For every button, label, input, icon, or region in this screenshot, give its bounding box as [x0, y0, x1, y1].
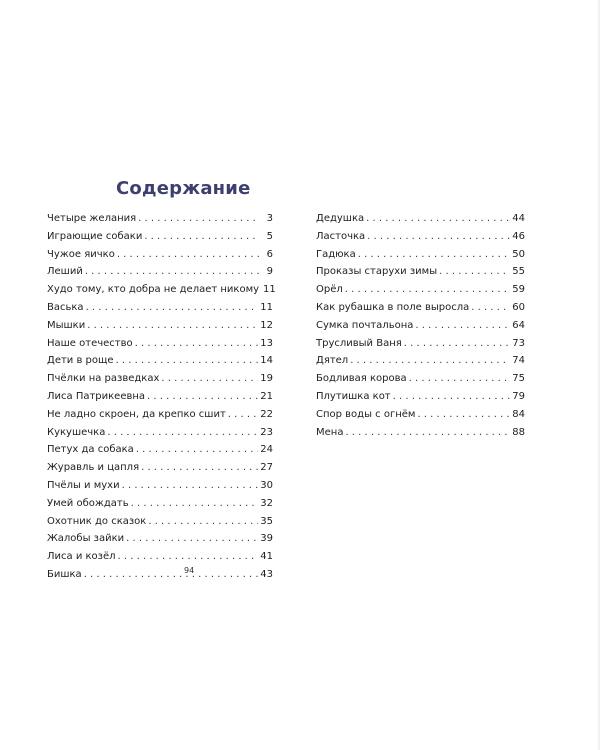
toc-entry-page: 9	[266, 266, 273, 278]
toc-entry-page: 12	[260, 319, 273, 331]
toc-entry-page: 19	[260, 373, 273, 385]
toc-entry	[47, 424, 273, 442]
toc-entry-page: 23	[260, 426, 273, 438]
toc-entry-page: 73	[512, 337, 525, 349]
toc-entry	[316, 210, 525, 228]
toc-entry-page: 44	[512, 213, 525, 224]
toc-entry-title: Гадюка	[316, 248, 356, 260]
toc-entry-page: 14	[260, 355, 273, 367]
toc-entry-title: Мена	[316, 426, 344, 438]
toc-entry-title: Лиса и козёл	[47, 551, 116, 563]
toc-entry-title: Сумка почтальона	[316, 319, 414, 331]
toc-entry	[47, 228, 273, 246]
toc-entry-title: Мышки	[47, 319, 86, 331]
dot-leader	[86, 299, 259, 317]
toc-entry-page: 55	[512, 266, 525, 278]
toc-entry-title: Плутишка кот	[316, 390, 391, 402]
dot-leader	[409, 370, 511, 388]
dot-leader	[350, 352, 510, 370]
dot-leader	[116, 352, 259, 370]
toc-entry	[47, 495, 273, 513]
toc-entry-title: Играющие собаки	[47, 230, 143, 242]
toc-entry-title: Дети в роще	[47, 355, 114, 367]
toc-entry-page: 22	[260, 408, 273, 420]
toc-entry	[316, 424, 525, 442]
dot-leader	[366, 210, 510, 228]
toc-entry	[316, 228, 525, 246]
toc-entry-title: Жалобы зайки	[47, 533, 125, 545]
toc-entry-title: Ласточка	[316, 230, 366, 242]
toc-entry-title: Петух да собака	[47, 444, 134, 456]
dot-leader	[117, 246, 259, 264]
toc-entry-page: 64	[512, 319, 525, 331]
toc-entry-title: Наше отечество	[47, 337, 133, 349]
toc-entry	[47, 477, 273, 495]
toc-entry	[47, 263, 273, 281]
dot-leader	[122, 477, 259, 495]
toc-entry-page: 13	[260, 337, 273, 349]
toc-entry	[316, 299, 525, 317]
toc-entry-page: 35	[260, 515, 273, 527]
toc-entry-page: 11	[260, 301, 273, 313]
toc-entry-title: Как рубашка в поле выросла	[316, 301, 470, 313]
toc-entry-title: Охотник до сказок	[47, 515, 147, 527]
toc-entry-title: Бодливая корова	[316, 373, 407, 385]
toc-entry-title: Васька	[47, 301, 84, 313]
dot-leader	[135, 335, 259, 353]
toc-entry-page: 46	[512, 230, 525, 242]
dot-leader	[126, 530, 258, 548]
dot-leader	[136, 441, 258, 459]
toc-entry	[316, 406, 525, 424]
toc-entry	[316, 281, 525, 299]
toc-entry	[47, 513, 273, 531]
dot-leader	[367, 228, 510, 246]
toc-entry-page: 21	[260, 390, 273, 402]
toc-entry-page: 5	[266, 230, 273, 242]
toc-entry-page: 3	[266, 213, 273, 224]
dot-leader	[141, 459, 258, 477]
toc-entry-title: Орёл	[316, 284, 343, 296]
toc-entry-page: 75	[512, 373, 525, 385]
toc-entry	[316, 335, 525, 353]
toc-entry-title: Четыре желания	[47, 213, 137, 224]
toc-entry	[47, 459, 273, 477]
toc-entry-page: 32	[260, 497, 273, 509]
toc-entry-title: Трусливый Ваня	[316, 337, 402, 349]
toc-entry-title: Кукушечка	[47, 426, 106, 438]
toc-entry	[316, 317, 525, 335]
toc-entry-page: 41	[260, 551, 273, 563]
dot-leader	[345, 281, 511, 299]
toc-entry	[47, 441, 273, 459]
dot-leader	[118, 548, 259, 566]
toc-entry	[316, 388, 525, 406]
dot-leader	[131, 495, 259, 513]
toc-entry-title: Леший	[47, 266, 83, 278]
toc-entry	[47, 370, 273, 388]
toc-entry	[47, 299, 273, 317]
toc-entry-page: 30	[260, 479, 273, 491]
dot-leader	[345, 424, 510, 442]
toc-entry	[47, 352, 273, 370]
toc-entry	[47, 210, 273, 228]
toc-entry	[47, 335, 273, 353]
dot-leader	[147, 388, 258, 406]
toc-entry-title: Проказы старухи зимы	[316, 266, 438, 278]
dot-leader	[228, 406, 258, 424]
dot-leader	[138, 210, 259, 228]
dot-leader	[87, 317, 258, 335]
toc-entry-title: Умей обождать	[47, 497, 129, 509]
toc-entry-page: 39	[260, 533, 273, 545]
toc-entry-page: 27	[260, 462, 273, 474]
toc-entry-title: Пчёлки на разведках	[47, 373, 160, 385]
toc-entry-page: 88	[512, 426, 525, 438]
dot-leader	[439, 263, 510, 281]
toc-entry-page: 50	[512, 248, 525, 260]
toc-entry-page: 11	[263, 284, 276, 296]
dot-leader	[85, 263, 259, 281]
toc-entry	[316, 246, 525, 264]
toc-entry-page: 24	[260, 444, 273, 456]
dot-leader	[161, 370, 258, 388]
toc-entry-page: 59	[512, 284, 525, 296]
dot-leader	[358, 246, 511, 264]
toc-entry-title: Не ладно скроен, да крепко сшит	[47, 408, 226, 420]
toc-entry	[316, 370, 525, 388]
toc-entry-title: Худо тому, кто добра не делает никому	[47, 284, 260, 296]
page-title: Содержание	[116, 178, 251, 199]
toc-entry	[47, 246, 273, 264]
toc-entry-page: 43	[260, 568, 273, 580]
toc-entry	[47, 406, 273, 424]
toc-entry-page: 84	[512, 408, 525, 420]
toc-entry-title: Бишка	[47, 568, 82, 580]
dot-leader	[471, 299, 510, 317]
toc-entry-title: Лиса Патрикеевна	[47, 390, 146, 402]
toc-entry	[316, 263, 525, 281]
dot-leader	[144, 228, 259, 246]
toc-entry	[47, 548, 273, 566]
toc-entry-title: Журавль и цапля	[47, 462, 140, 474]
toc-entry-page: 6	[266, 248, 273, 260]
toc-right-column	[316, 210, 525, 441]
toc-entry-title: Пчёлы и мухи	[47, 479, 120, 491]
toc-left-column	[47, 210, 276, 584]
dot-leader	[107, 424, 258, 442]
dot-leader	[148, 513, 258, 531]
toc-entry	[316, 352, 525, 370]
dot-leader	[84, 566, 259, 584]
toc-entry-page: 60	[512, 301, 525, 313]
toc-entry	[47, 388, 273, 406]
toc-entry-page: 74	[512, 355, 525, 367]
toc-entry-title: Чужое яичко	[47, 248, 115, 260]
toc-entry	[47, 281, 276, 299]
toc-entry	[47, 317, 273, 335]
toc-entry-title: Спор воды с огнём	[316, 408, 416, 420]
toc-entry	[47, 530, 273, 548]
toc-entry-title: Дедушка	[316, 213, 365, 224]
dot-leader	[415, 317, 510, 335]
toc-entry-page: 79	[512, 390, 525, 402]
dot-leader	[417, 406, 510, 424]
toc-entry	[47, 566, 273, 584]
toc-entry-title: Дятел	[316, 355, 349, 367]
dot-leader	[393, 388, 511, 406]
page-number: 94	[184, 566, 195, 575]
dot-leader	[404, 335, 510, 353]
